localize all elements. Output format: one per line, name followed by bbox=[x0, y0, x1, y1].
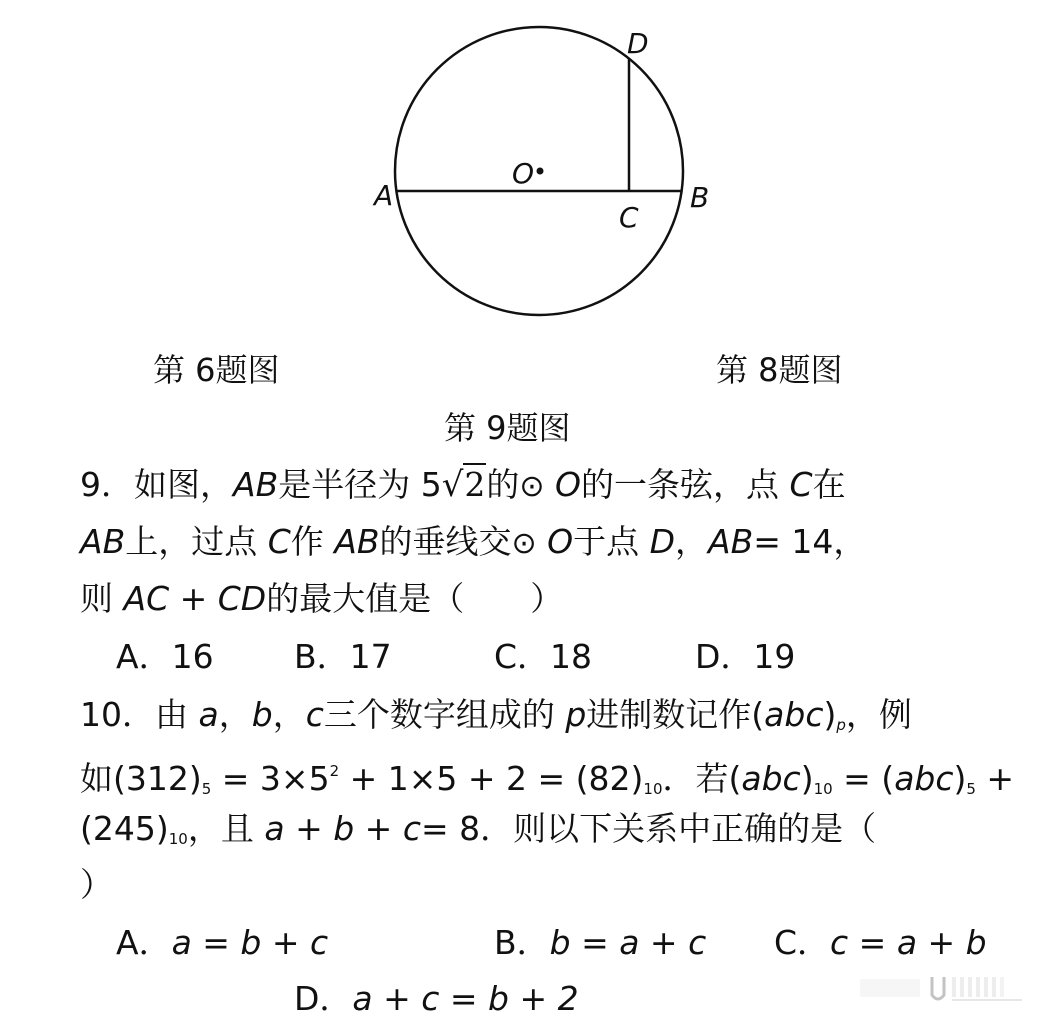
q10-text: ，且 bbox=[187, 809, 254, 848]
q10-option-c[interactable] bbox=[774, 921, 987, 965]
caption-fig6: 第 6题图 bbox=[153, 351, 280, 389]
q10-option-a[interactable] bbox=[116, 921, 328, 965]
subscript-5: 5 bbox=[966, 780, 976, 798]
circle-diagram bbox=[0, 0, 1050, 330]
q9-text: 的 bbox=[486, 465, 520, 504]
var-o: O bbox=[547, 522, 574, 561]
caption-fig9: 第 9题图 bbox=[444, 409, 571, 447]
q9-number: 9． bbox=[80, 465, 134, 504]
q10-option-d[interactable] bbox=[294, 977, 579, 1021]
q10-text: 如(312) bbox=[80, 759, 202, 798]
q10-text: (245) bbox=[80, 809, 169, 848]
q10-text: = 3×5 bbox=[211, 759, 330, 798]
q10-number: 10． bbox=[80, 695, 155, 734]
q10-text: = ( bbox=[832, 759, 895, 798]
option-expr: a = b + c bbox=[171, 923, 329, 962]
label-c: C bbox=[619, 201, 639, 234]
var-c: C bbox=[267, 522, 291, 561]
var-c: c bbox=[305, 695, 324, 734]
var-ab: AB bbox=[708, 522, 754, 561]
q9-option-b[interactable]: B．17 bbox=[294, 637, 392, 676]
q9-text: 在 bbox=[812, 465, 846, 504]
caption-fig8: 第 8题图 bbox=[716, 351, 843, 389]
q9-text: 如图， bbox=[134, 465, 233, 504]
q10-text: ) bbox=[800, 759, 814, 798]
var-ab: AB bbox=[233, 465, 279, 504]
q10-text: ， bbox=[272, 695, 306, 734]
plus-sign: + bbox=[354, 809, 403, 848]
var-abc: abc bbox=[764, 695, 824, 734]
subscript-10: 10 bbox=[168, 830, 188, 848]
q9-option-a[interactable]: A．16 bbox=[116, 637, 214, 676]
circle-dot-icon: ⊙ bbox=[511, 526, 537, 561]
option-expr: a + c = b + 2 bbox=[352, 979, 579, 1018]
label-a: A bbox=[374, 179, 394, 212]
subscript-5: 5 bbox=[201, 780, 212, 798]
q9-line-2 bbox=[80, 520, 866, 566]
q10-text: 由 bbox=[155, 695, 188, 734]
q10-text: 进制数记作( bbox=[586, 695, 765, 734]
var-b: b bbox=[333, 809, 355, 848]
var-a: a bbox=[198, 695, 219, 734]
q9-text: ， bbox=[675, 522, 709, 561]
plus-sign: + bbox=[284, 809, 334, 848]
q10-text: ) bbox=[953, 759, 967, 798]
q10-text: + bbox=[975, 759, 1015, 798]
q10-text: 三个数字组成的 bbox=[323, 695, 555, 734]
q9-text: 则 bbox=[80, 579, 113, 618]
superscript-2: 2 bbox=[329, 762, 340, 780]
radical-icon: √ bbox=[441, 465, 464, 505]
q10-text: = 8．则以下关系中正确的是（ bbox=[420, 809, 877, 848]
circle-dot-icon: ⊙ bbox=[519, 469, 545, 504]
option-prefix: D． bbox=[294, 979, 353, 1018]
q10-text: ．若( bbox=[662, 759, 742, 798]
subscript-p: p bbox=[836, 716, 846, 734]
var-ab: AB bbox=[80, 522, 126, 561]
q9-text: 是半径为 5 bbox=[278, 465, 442, 504]
q10-line-2 bbox=[80, 749, 1014, 811]
label-d: D bbox=[627, 27, 649, 60]
q10-text: + 1×5 + 2 = (82) bbox=[339, 759, 644, 798]
option-prefix: B． bbox=[494, 923, 550, 962]
subscript-10: 10 bbox=[643, 780, 663, 798]
option-prefix: C． bbox=[774, 923, 831, 962]
q9-text: 的一条弦，点 bbox=[581, 465, 780, 504]
option-expr: c = a + b bbox=[830, 923, 987, 962]
label-b: B bbox=[690, 181, 710, 214]
q9-text: 于点 bbox=[573, 522, 640, 561]
center-dot bbox=[537, 168, 544, 175]
q10-text: ，例 bbox=[845, 695, 912, 734]
q10-option-b[interactable] bbox=[494, 921, 706, 965]
var-a: a bbox=[264, 809, 285, 848]
q9-text: 的垂线交 bbox=[379, 522, 512, 561]
q10-text: ， bbox=[218, 695, 252, 734]
q9-text: = 14， bbox=[753, 522, 867, 561]
q9-line-1 bbox=[80, 463, 846, 509]
option-expr: b = a + c bbox=[549, 923, 707, 962]
q9-text: 作 bbox=[290, 522, 324, 561]
q9-text: 的最大值是（ ） bbox=[266, 579, 564, 618]
watermark-icon bbox=[860, 975, 1030, 1005]
var-b: b bbox=[251, 695, 273, 734]
var-p: p bbox=[565, 695, 587, 734]
q9-line-3 bbox=[80, 577, 563, 621]
subscript-10: 10 bbox=[813, 780, 833, 798]
q10-line-1 bbox=[80, 693, 912, 747]
plus-sign: + bbox=[169, 579, 218, 618]
var-c: C bbox=[789, 465, 813, 504]
q10-line-3 bbox=[80, 807, 876, 861]
option-prefix: A． bbox=[116, 923, 172, 962]
var-cd: CD bbox=[217, 579, 267, 618]
q9-text: 上，过点 bbox=[125, 522, 258, 561]
var-c: c bbox=[402, 809, 421, 848]
label-o: O bbox=[512, 157, 535, 190]
var-ac: AC bbox=[123, 579, 170, 618]
var-ab: AB bbox=[334, 522, 380, 561]
var-d: D bbox=[649, 522, 676, 561]
q10-text: ) bbox=[823, 695, 837, 734]
var-o: O bbox=[555, 465, 582, 504]
sqrt-symbol bbox=[442, 463, 487, 507]
q10-line-4: ） bbox=[80, 865, 113, 904]
q9-option-c[interactable]: C．18 bbox=[494, 637, 593, 676]
radicand: 2 bbox=[464, 465, 486, 504]
var-abc: abc bbox=[894, 759, 954, 798]
var-abc: abc bbox=[741, 759, 801, 798]
q9-option-d[interactable]: D．19 bbox=[695, 637, 796, 676]
